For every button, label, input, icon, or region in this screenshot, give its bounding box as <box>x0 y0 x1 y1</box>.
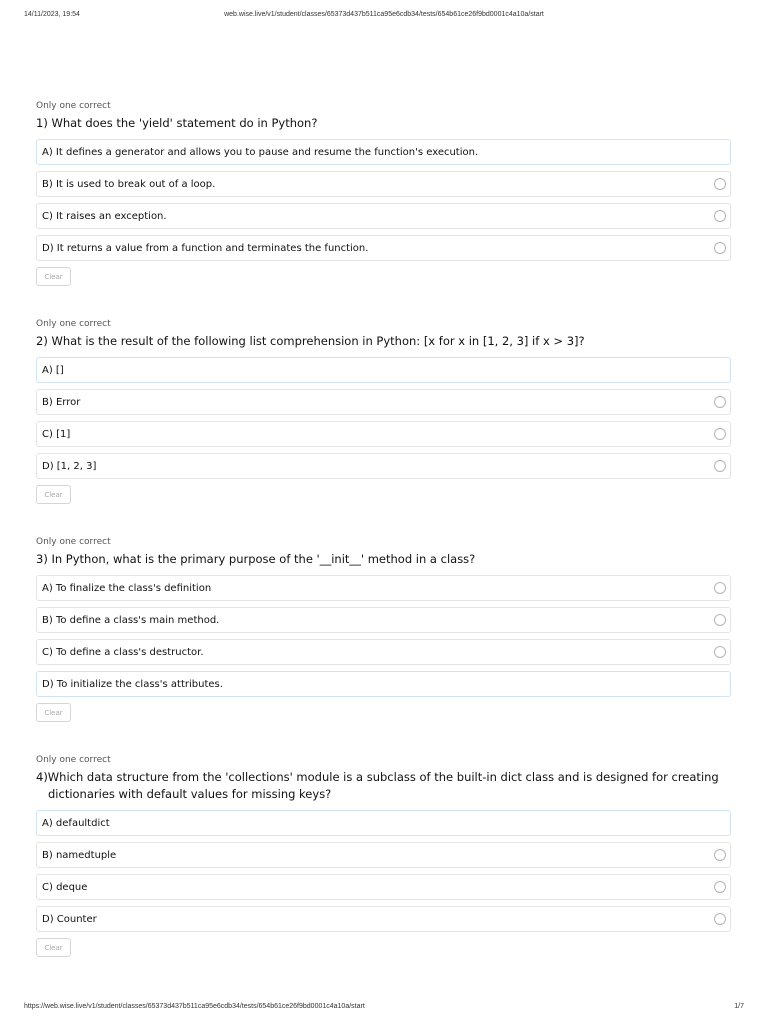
clear-button[interactable]: Clear <box>36 938 71 957</box>
option-d[interactable] <box>36 671 731 697</box>
footer-url: https://web.wise.live/v1/student/classes/65373d437b511ca95e6cdb34/tests/654b61ce26f9bd0001c4a10a/start <box>24 1003 365 1010</box>
option-b[interactable] <box>36 607 731 633</box>
options-list <box>36 575 731 697</box>
option-label: A) [] <box>42 364 64 376</box>
option-label: C) deque <box>42 881 88 893</box>
radio-button[interactable] <box>714 614 726 626</box>
radio-button[interactable] <box>714 428 726 440</box>
question-4 <box>36 754 731 957</box>
print-footer <box>24 1003 744 1015</box>
option-d[interactable] <box>36 235 731 261</box>
radio-button[interactable] <box>714 881 726 893</box>
option-b[interactable] <box>36 389 731 415</box>
question-2 <box>36 318 731 504</box>
question-type-label: Only one correct <box>36 101 111 111</box>
print-header <box>24 11 744 23</box>
option-label: A) It defines a generator and allows you to pause and resume the function's execution. <box>42 146 479 158</box>
option-label: C) To define a class's destructor. <box>42 646 204 658</box>
options-list <box>36 357 731 479</box>
option-label: B) It is used to break out of a loop. <box>42 178 216 190</box>
clear-button[interactable]: Clear <box>36 267 71 286</box>
radio-button[interactable] <box>714 646 726 658</box>
question-text: 2) What is the result of the following list comprehension in Python: [x for x in [1, 2, 3] if x > 3]? <box>36 334 585 348</box>
radio-button[interactable] <box>714 242 726 254</box>
question-text: 3) In Python, what is the primary purpose of the '__init__' method in a class? <box>36 552 476 566</box>
option-b[interactable] <box>36 842 731 868</box>
option-label: B) namedtuple <box>42 849 117 861</box>
option-label: C) It raises an exception. <box>42 210 167 222</box>
page-number: 1/7 <box>734 1003 744 1010</box>
option-c[interactable] <box>36 639 731 665</box>
option-label: A) To finalize the class's definition <box>42 582 212 594</box>
option-label: B) Error <box>42 396 81 408</box>
question-type-label: Only one correct <box>36 537 111 547</box>
option-a[interactable] <box>36 575 731 601</box>
option-label: B) To define a class's main method. <box>42 614 220 626</box>
question-type-label: Only one correct <box>36 319 111 329</box>
radio-button[interactable] <box>714 849 726 861</box>
option-b[interactable] <box>36 171 731 197</box>
option-label: C) [1] <box>42 428 71 440</box>
print-date: 14/11/2023, 19:54 <box>24 11 80 18</box>
question-3 <box>36 536 731 722</box>
option-c[interactable] <box>36 874 731 900</box>
question-text <box>36 769 731 803</box>
option-a[interactable] <box>36 357 731 383</box>
radio-button[interactable] <box>714 582 726 594</box>
option-d[interactable] <box>36 906 731 932</box>
option-label: D) It returns a value from a function and terminates the function. <box>42 242 369 254</box>
clear-button[interactable]: Clear <box>36 485 71 504</box>
clear-button[interactable]: Clear <box>36 703 71 722</box>
option-label: D) [1, 2, 3] <box>42 460 97 472</box>
option-d[interactable] <box>36 453 731 479</box>
radio-button[interactable] <box>714 913 726 925</box>
option-a[interactable] <box>36 139 731 165</box>
option-c[interactable] <box>36 203 731 229</box>
radio-button[interactable] <box>714 178 726 190</box>
question-text-line-2: dictionaries with default values for missing keys? <box>48 787 332 801</box>
option-label: A) defaultdict <box>42 817 110 829</box>
question-text-line-1: 4)Which data structure from the 'collections' module is a subclass of the built-in dict class and is designed for creating <box>36 770 719 784</box>
question-1 <box>36 100 731 286</box>
radio-button[interactable] <box>714 210 726 222</box>
radio-button[interactable] <box>714 396 726 408</box>
options-list <box>36 139 731 261</box>
option-c[interactable] <box>36 421 731 447</box>
option-label: D) To initialize the class's attributes. <box>42 678 223 690</box>
options-list <box>36 810 731 932</box>
option-a[interactable] <box>36 810 731 836</box>
print-url: web.wise.live/v1/student/classes/65373d437b511ca95e6cdb34/tests/654b61ce26f9bd0001c4a10a/start <box>224 11 544 18</box>
radio-button[interactable] <box>714 460 726 472</box>
question-type-label: Only one correct <box>36 755 111 765</box>
option-label: D) Counter <box>42 913 97 925</box>
question-text: 1) What does the 'yield' statement do in Python? <box>36 116 318 130</box>
